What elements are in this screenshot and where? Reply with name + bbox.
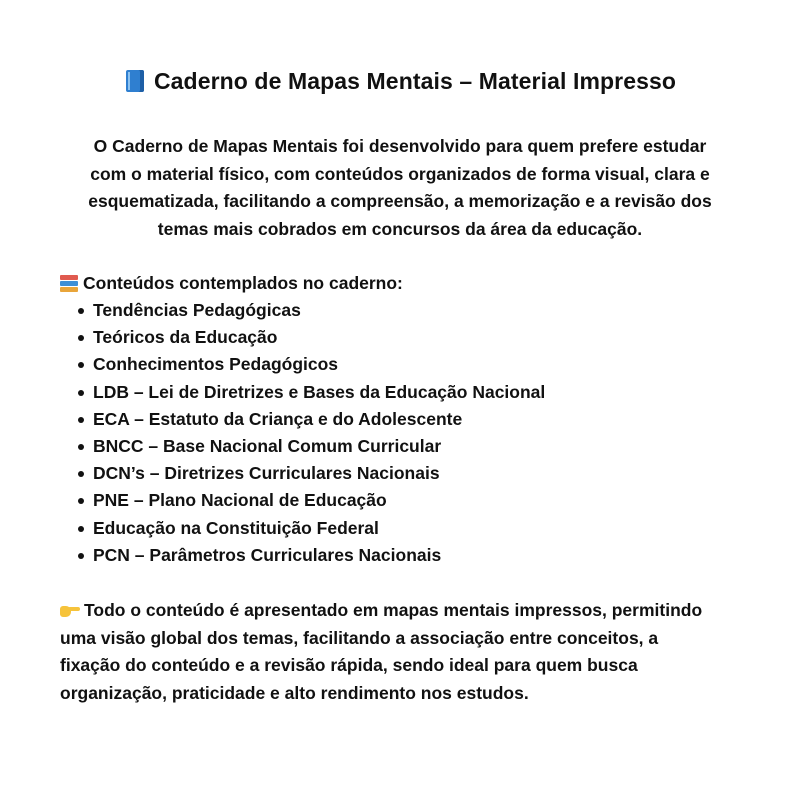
list-item: PCN – Parâmetros Curriculares Nacionais <box>60 542 545 569</box>
blue-book-icon <box>124 69 146 93</box>
pointing-hand-icon <box>60 602 80 618</box>
intro-paragraph <box>50 133 750 243</box>
closing-line-text: Todo o conteúdo é apresentado em mapas mentais impressos, permitindo <box>84 600 703 620</box>
list-item: LDB – Lei de Diretrizes e Bases da Educação Nacional <box>60 379 545 406</box>
list-item: Teóricos da Educação <box>60 324 545 351</box>
list-item: Tendências Pedagógicas <box>60 297 545 324</box>
closing-line <box>60 597 750 625</box>
intro-line: temas mais cobrados em concursos da área da educação. <box>157 218 643 239</box>
intro-line: O Caderno de Mapas Mentais foi desenvolvido para quem prefere estudar <box>93 136 707 156</box>
closing-paragraph <box>60 597 750 707</box>
page-title-text: Caderno de Mapas Mentais – Material Impresso <box>153 68 677 94</box>
list-item: Educação na Constituição Federal <box>60 515 545 542</box>
contents-heading-text: Conteúdos contemplados no caderno: <box>83 273 403 293</box>
intro-line: esquematizada, facilitando a compreensão, a memorização e a revisão dos <box>88 191 712 211</box>
books-stack-icon <box>60 274 78 292</box>
list-item: Conhecimentos Pedagógicos <box>60 351 545 378</box>
contents-list <box>60 297 545 569</box>
list-item: ECA – Estatuto da Criança e do Adolescente <box>60 406 545 433</box>
list-item: DCN’s – Diretrizes Curriculares Nacionais <box>60 460 545 487</box>
contents-heading <box>60 270 403 297</box>
intro-line: com o material físico, com conteúdos organizados de forma visual, clara e <box>90 163 710 184</box>
closing-line: uma visão global dos temas, facilitando a associação entre conceitos, a <box>60 627 659 648</box>
list-item: BNCC – Base Nacional Comum Curricular <box>60 433 545 460</box>
page-title <box>0 64 800 98</box>
closing-line: organização, praticidade e alto rendimento nos estudos. <box>60 682 529 703</box>
closing-line: fixação do conteúdo e a revisão rápida, sendo ideal para quem busca <box>60 655 638 675</box>
list-item: PNE – Plano Nacional de Educação <box>60 487 545 514</box>
